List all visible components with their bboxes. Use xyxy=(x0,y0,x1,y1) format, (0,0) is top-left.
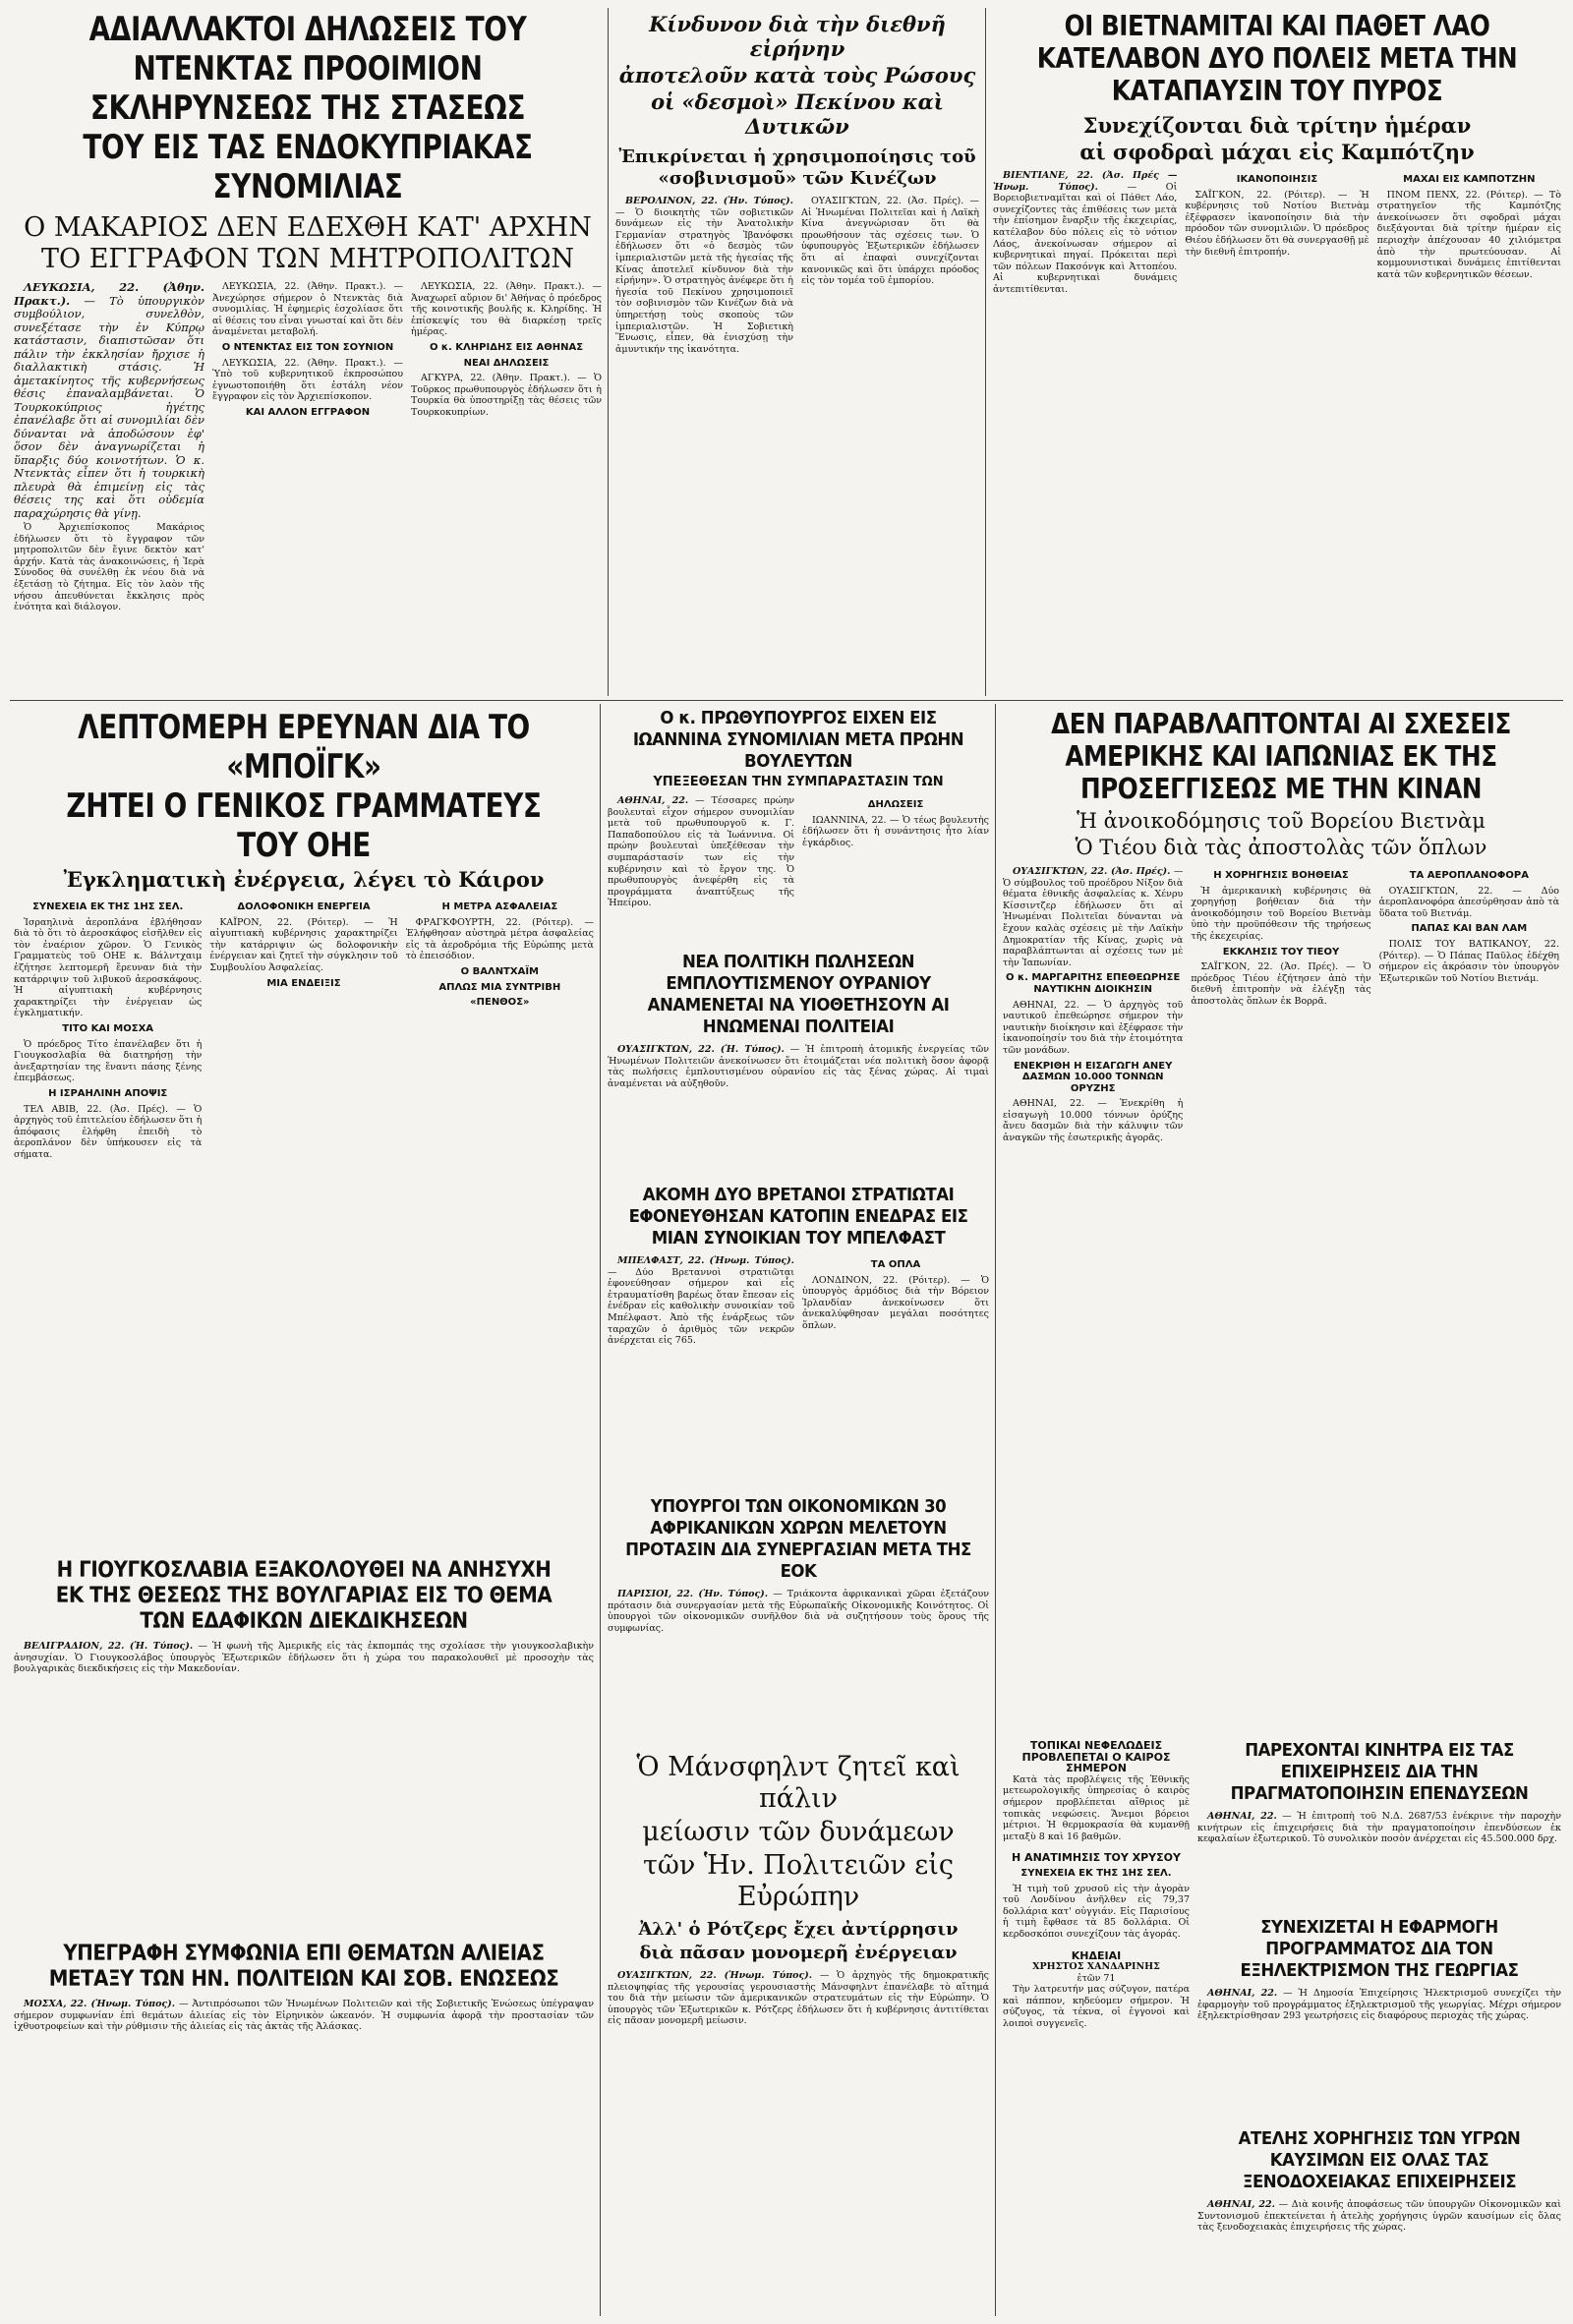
text-column xyxy=(802,1255,989,1482)
text-column xyxy=(801,196,979,698)
body-text: ΙΩΑΝΝΙΝΑ, 22. — Ὁ τέως βουλευτὴς ἐδήλωσεν ὅτι ἡ συνάντησις ἦτο λίαν ἐγκάρδιος. xyxy=(802,814,989,848)
body-text: — Διὰ κοινῆς ἀποφάσεως τῶν ὑπουργῶν Οἰκονομικῶν καὶ Συντονισμοῦ ἐπεκτείνεται ἡ ἀτελὴς χορήγησις ὑγρῶν καυσίμων εἰς ὅλας τὰς ξενοδοχειακὰς ἐπιχειρήσεις τῆς χώρας. xyxy=(1197,2199,1561,2234)
section-heading: ΔΟΛΟΦΟΝΙΚΗ ΕΝΕΡΓΕΙΑ xyxy=(237,901,371,912)
section-heading: Ο κ. ΜΑΡΓΑΡΙΤΗΣ ΕΠΕΘΕΩΡΗΣΕ ΝΑΥΤΙΚΗΝ ΔΙΟΙΚΗΣΙΝ xyxy=(1006,972,1181,995)
subheadline: αἱ σφοδραὶ μάχαι εἰς Καμπότζην xyxy=(1079,140,1475,164)
section-heading: ΕΝΕΚΡΙΘΗ Η ΕΙΣΑΓΩΓΗ ΑΝΕΥ ΔΑΣΜΩΝ 10.000 ΤΟΝΝΩΝ ΟΡΥΖΗΣ xyxy=(1013,1060,1173,1094)
headline: ΛΕΠΤΟΜΕΡΗ ΕΡΕΥΝΑΝ ΔΙΑ ΤΟ «ΜΠΟΪΓΚ» xyxy=(78,708,530,786)
obituary-age: ἐτῶν 71 xyxy=(1077,1972,1116,1984)
text-column xyxy=(608,1255,794,1482)
text-column xyxy=(615,196,793,698)
body-text: ΛΕΥΚΩΣΙΑ, 22. (Ἀθην. Πρακτ.). — Ἀναχωρεῖ αὔριον δι' Ἀθήνας ὁ πρόεδρος τῆς κοινοτικῆς βουλῆς κ. Κληρίδης. Ἡ ἐπίσκεψίς του θὰ διαρκέσῃ τρεῖς ἡμέρας. xyxy=(411,281,602,338)
text-column xyxy=(1197,1811,1561,1912)
text-column xyxy=(1003,1774,1190,1845)
dateline: ΒΕΛΙΓΡΑΔΙΟΝ, 22. (Ἠ. Τύπος). xyxy=(24,1641,194,1652)
headline: ΣΥΝΕΧΙΖΕΤΑΙ Η ΕΦΑΡΜΟΓΗ ΠΡΟΓΡΑΜΜΑΤΟΣ ΔΙΑ ΤΟΝ ΕΞΗΛΕΚΤΡΙΣΜΟΝ ΤΗΣ ΓΕΩΡΓΙΑΣ xyxy=(1240,1917,1519,1981)
headline: ΑΤΕΛΗΣ ΧΟΡΗΓΗΣΙΣ ΤΩΝ ΥΓΡΩΝ ΚΑΥΣΙΜΩΝ ΕΙΣ ΟΛΑΣ ΤΑΣ ΞΕΝΟΔΟΧΕΙΑΚΑΣ ΕΠΙΧΕΙΡΗΣΕΙΣ xyxy=(1238,2128,1521,2192)
section-heading: ΑΠΛΩΣ ΜΙΑ ΣΥΝΤΡΙΒΗ xyxy=(438,981,561,993)
text-column xyxy=(1185,170,1369,681)
dateline: ΑΘΗΝΑΙ, 22. xyxy=(1207,1811,1277,1822)
dateline: ΒΙΕΝΤΙΑΝΕ, 22. (Ἀσ. Πρές — Ἠνωμ. Τύπος). xyxy=(993,170,1178,193)
body-text: ΛΟΝΔΙΝΟΝ, 22. (Ρόιτερ). — Ὁ ὑπουργὸς ἀρμόδιος διὰ τὴν Βόρειον Ἰρλανδίαν ἀνεκοίνωσεν ὅτι ἀνεκαλύφθησαν μεγάλαι ποσότητες ὅπλων. xyxy=(802,1274,989,1331)
story-ireland xyxy=(608,1185,989,1489)
body-text: — Τέσσαρες πρώην βουλευταὶ εἶχον σήμερον συνομιλίαν μετὰ τοῦ πρωθυπουργοῦ κ. Γ. Παπαδοπούλου εἰς τὰ Ἰωάννινα. Οἱ πρώην βουλευταὶ ὑπεξέθεσαν τὴν συμπαράστασίν των εἰς τὴν κυβέρνησιν καὶ τὸ ἔργον της. Ὁ πρωθυπουργὸς ἀνεφέρθη εἰς τὰ προγράμματα ἀναπτύξεως τῆς Ἠπείρου. xyxy=(608,795,794,909)
dateline: ΑΘΗΝΑΙ, 22. xyxy=(1207,1988,1278,1999)
section-heading: ΝΕΑΙ ΔΗΛΩΣΕΙΣ xyxy=(463,357,550,369)
text-column xyxy=(608,795,794,943)
text-column xyxy=(14,1641,594,1926)
body-text: — Ἡ ἐπιτροπὴ τοῦ Ν.Δ. 2687/53 ἐνέκρινε τὴν παροχὴν κινήτρων εἰς ἐπιχειρήσεις διὰ τὴν πραγματοποίησιν ἐπενδύσεων ἐκ κεφαλαίων ἐξωτερικοῦ. Τὸ συνολικὸν ποσὸν ἀνέρχεται εἰς 45.500.000 δρχ. xyxy=(1197,1811,1561,1845)
text-column xyxy=(1003,866,1183,1721)
story-denktash xyxy=(14,10,602,698)
column-rule xyxy=(985,8,986,696)
headline-line: οἱ «δεσμοὶ» Πεκίνου καὶ Δυτικῶν xyxy=(651,89,944,139)
body-text: Ὁ πρόεδρος Τίτο ἐπανέλαβεν ὅτι ἡ Γιουγκοσλαβία θὰ διατηρήσῃ τὴν ἀνεξαρτησίαν της ἔναντι πάσης ξένης ἐπεμβάσεως. xyxy=(14,1038,203,1084)
story-incentives xyxy=(1197,1740,1561,1912)
text-column xyxy=(1003,1864,1190,1943)
body-text: ΣΑΪΓΚΟΝ, 22. (Ἀσ. Πρές). — Ὁ πρόεδρος Τιέου ἐζήτησεν ἀπὸ τὴν διεθνῆ ἐπιτροπὴν νὰ ἐλέγξῃ τὰς ἀποστολὰς ὅπλων ἐκ Βορρᾶ. xyxy=(1191,961,1371,1007)
headline-line: Κίνδυνον διὰ τὴν διεθνῆ εἰρήνην xyxy=(649,12,946,61)
subheadline: Ἡ ἀνοικοδόμησις τοῦ Βορείου Βιετνὰμ xyxy=(1077,809,1486,833)
text-column xyxy=(411,281,602,698)
headline: ΥΠΟΥΡΓΟΙ ΤΩΝ ΟΙΚΟΝΟΜΙΚΩΝ 30 ΑΦΡΙΚΑΝΙΚΩΝ ΧΩΡΩΝ ΜΕΛΕΤΟΥΝ ΠΡΟΤΑΣΙΝ ΔΙΑ ΣΥΝΕΡΓΑΣΙΑΝ ΜΕΤΑ ΤΗΣ ΕΟΚ xyxy=(625,1496,971,1582)
body-text: — Ἡ Δημοσία Ἐπιχείρησις Ἠλεκτρισμοῦ συνεχίζει τὴν ἐφαρμογὴν τοῦ προγράμματος ἐξηλεκτρισμοῦ τῆς γεωργίας. Μέχρι σήμερον ἐξηλεκτρίσθησαν 293 γεωτρήσεις εἰς διαφόρους περιοχὰς τῆς χώρας. xyxy=(1197,1988,1561,2022)
body-text: — Δύο Βρεταννοὶ στρατιῶται ἐφονεύθησαν σήμερον καὶ εἷς ἐτραυματίσθη βαρέως ὅταν ἔπεσαν εἰς ἐνέδραν εἰς καθολικὴν συνοικίαν τοῦ Μπέλφαστ. Ἀπὸ τῆς ἐνάρξεως τῶν ταραχῶν ὁ ἀριθμὸς τῶν νεκρῶν ἀνέρχεται εἰς 765. xyxy=(608,1266,794,1347)
story-peking xyxy=(615,10,979,698)
body-text: ΑΘΗΝΑΙ, 22. — Ἐνεκρίθη ἡ εἰσαγωγὴ 10.000 τόννων ὀρύζης ἄνευ δασμῶν διὰ τὴν κάλυψιν τῶν ἀναγκῶν τῆς ἐσωτερικῆς ἀγορᾶς. xyxy=(1003,1098,1184,1144)
section-heading: ΠΑΠΑΣ ΚΑΙ ΒΑΝ ΛΑΜ xyxy=(1411,923,1528,935)
story-vietnam xyxy=(993,10,1561,698)
dateline: ΑΘΗΝΑΙ, 22. xyxy=(617,795,689,806)
text-column xyxy=(993,170,1177,681)
headline: ΠΑΡΕΧΟΝΤΑΙ ΚΙΝΗΤΡΑ ΕΙΣ ΤΑΣ ΕΠΙΧΕΙΡΗΣΕΙΣ ΔΙΑ ΤΗΝ ΠΡΑΓΜΑΤΟΠΟΙΗΣΙΝ ΕΠΕΝΔΥΣΕΩΝ xyxy=(1230,1740,1529,1804)
section-heading: «ΠΕΝΘΟΣ» xyxy=(470,997,530,1009)
section-heading: Η ΑΝΑΤΙΜΗΣΙΣ ΤΟΥ ΧΡΥΣΟΥ xyxy=(1012,1852,1181,1864)
section-heading: ΕΚΚΛΗΣΙΣ ΤΟΥ ΤΙΕΟΥ xyxy=(1222,946,1340,958)
dateline: ΠΑΡΙΣΙΟΙ, 22. (Ἠν. Τύπος). xyxy=(617,1589,769,1599)
headline: ΑΔΙΑΛΛΑΚΤΟΙ ΔΗΛΩΣΕΙΣ ΤΟΥ ΝΤΕΝΚΤΑΣ ΠΡΟΟΙΜΙΟΝ ΣΚΛΗΡΥΝΣΕΩΣ ΤΗΣ ΣΤΑΣΕΩΣ ΤΟΥ ΕΙΣ ΤΑΣ ΕΝΔΟΚΥΠΡΙΑΚΑΣ ΣΥΝΟΜΙΛΙΑΣ xyxy=(83,10,533,206)
body-text: ΛΕΥΚΩΣΙΑ, 22. (Ἀθην. Πρακτ.). — Ἀνεχώρησε σήμερον ὁ Ντενκτὰς διὰ συνομιλίας. Ἡ ἐφημερὶς ἐσχολίασε ὅτι αἱ θέσεις του εἶναι γνωσταί καὶ ὅτι δὲν ἀναμένεται μεταβολή. xyxy=(212,281,403,338)
body-text: ΑΓΚΥΡΑ, 22. (Ἀθην. Πρακτ.). — Ὁ Τοῦρκος πρωθυπουργὸς ἐδήλωσεν ὅτι ἡ Τουρκία θὰ ὑποστηρίξῃ τὰς θέσεις τῶν Τουρκοκυπρίων. xyxy=(411,373,602,418)
dateline: ΟΥΑΣΙΓΚΤΩΝ, 22. (Ἀσ. Πρές). xyxy=(1013,866,1171,877)
section-heading: ΜΑΧΑΙ ΕΙΣ ΚΑΜΠΟΤΖΗΝ xyxy=(1403,174,1536,185)
story-uranium xyxy=(608,952,989,1178)
section-heading: Ο ΒΑΛΝΤΧΑΪΜ xyxy=(460,965,540,977)
text-column xyxy=(802,795,989,943)
story-africa xyxy=(608,1496,989,1742)
continued-label: ΣΥΝΕΧΕΙΑ ΕΚ ΤΗΣ 1ΗΣ ΣΕΛ. xyxy=(1020,1867,1172,1879)
column-rule xyxy=(600,704,601,2316)
section-heading: ΤΑ ΑΕΡΟΠΛΑΝΟΦΟΡΑ xyxy=(1409,870,1529,881)
body-text: Ἡ ἀμερικανικὴ κυβέρνησις θὰ χορηγήσῃ βοήθειαν διὰ τὴν ἀνοικοδόμησιν τοῦ Βορείου Βιετνὰμ ὑπὸ τὴν προϋπόθεσιν τῆς τηρήσεως τῆς ἐκεχειρίας. xyxy=(1191,885,1371,942)
story-stack xyxy=(1003,1740,1190,2315)
headline: ΟΙ ΒΙΕΤΝΑΜΙΤΑΙ ΚΑΙ ΠΑΘΕΤ ΛΑΟ ΚΑΤΕΛΑΒΟΝ ΔΥΟ ΠΟΛΕΙΣ ΜΕΤΑ ΤΗΝ ΚΑΤΑΠΑΥΣΙΝ ΤΟΥ ΠΥΡΟΣ xyxy=(1036,10,1518,107)
obituary-name: ΧΡΗΣΤΟΣ ΧΑΝΔΑΡΙΝΗΣ xyxy=(1032,1961,1160,1973)
text-column xyxy=(406,898,594,1553)
text-column xyxy=(14,1999,594,2294)
body-text: ΣΑΪΓΚΟΝ, 22. (Ρόιτερ). — Ἡ κυβέρνησις τοῦ Νοτίου Βιετνὰμ ἐξέφρασεν ἱκανοποίησιν διὰ τὴν πρόοδον τῶν συνομιλιῶν. Ὁ πρόεδρος Θιέου ἐδήλωσεν ὅτι θὰ συνεργασθῇ μὲ τὴν διεθνῆ ἐπιτροπήν. xyxy=(1185,189,1369,258)
text-column xyxy=(209,898,397,1553)
section-heading: ΔΗΛΩΣΕΙΣ xyxy=(867,799,924,810)
body-text: ΤΕΛ ΑΒΙΒ, 22. (Ἀσ. Πρές). — Ὁ ἀρχηγὸς τοῦ ἐπιτελείου ἐδήλωσεν ὅτι ἡ ἀπόφασις ἐλήφθη ἐπειδὴ τὸ ἀεροπλάνον δὲν ὑπήκουσεν εἰς τὰ σήματα. xyxy=(14,1103,203,1160)
headline: ΖΗΤΕΙ Ο ΓΕΝΙΚΟΣ ΓΡΑΜΜΑΤΕΥΣ ΤΟΥ ΟΗΕ xyxy=(66,786,542,865)
body-text: Ἰσραηλινὰ ἀεροπλάνα ἐβλήθησαν διὰ τὸ ὅτι τὸ ἀεροσκάφος εἰσῆλθεν εἰς τὸν ἐναέριον χῶρον. Ὁ Γενικὸς Γραμματεὺς τοῦ ΟΗΕ κ. Βάλντχαιμ ἐζήτησε λεπτομερῆ ἔρευναν διὰ τὴν κατάρριψιν τοῦ λιβυκοῦ ἀεροσκάφους. Ἡ αἰγυπτιακὴ κυβέρνησις χαρακτηρίζει τὴν ἐνέργειαν ὡς ἐγκληματικήν. xyxy=(14,916,203,1019)
text-column xyxy=(1197,1988,1561,2123)
body-text: — Τριάκοντα ἀφρικανικαὶ χῶραι ἐξετάζουν πρότασιν διὰ συνεργασίαν μετὰ τῆς Εὐρωπαϊκῆς Οἰκονομικῆς Κοινότητος. Οἱ ὑπουργοὶ τῶν οἰκονομικῶν συνῆλθον διὰ νὰ συζητήσουν τοὺς ὅρους τῆς συμφωνίας. xyxy=(608,1589,989,1634)
headline: ΥΠΕΓΡΑΦΗ ΣΥΜΦΩΝΙΑ ΕΠΙ ΘΕΜΑΤΩΝ ΑΛΙΕΙΑΣ ΜΕΤΑΞΥ ΤΩΝ ΗΝ. ΠΟΛΙΤΕΙΩΝ ΚΑΙ ΣΟΒ. ΕΝΩΣΕΩΣ xyxy=(48,1942,559,1992)
story-electrification xyxy=(1197,1917,1561,2123)
dateline: ΛΕΥΚΩΣΙΑ, 22. (Ἀθην. Πρακτ.). xyxy=(14,281,204,308)
subheadline: Ἐγκληματικὴ ἐνέργεια, λέγει τὸ Κάιρον xyxy=(63,867,545,892)
text-column xyxy=(14,898,202,1553)
story-fishing xyxy=(14,1942,594,2315)
body-text: Κατὰ τὰς προβλέψεις τῆς Ἐθνικῆς μετεωρολογικῆς ὑπηρεσίας ὁ καιρὸς σήμερον προβλέπεται αἴθριος μὲ τοπικὰς νεφώσεις. Ἄνεμοι βόρειοι μέτριοι. Ἡ θερμοκρασία θὰ κυμανθῇ μεταξὺ 8 καὶ 16 βαθμῶν. xyxy=(1003,1773,1190,1842)
headline-line: Ὁ Μάνσφηλντ ζητεῖ καὶ πάλιν xyxy=(636,1752,961,1814)
dateline: ΑΘΗΝΑΙ, 22. xyxy=(1207,2199,1275,2210)
text-column xyxy=(608,1044,989,1178)
section-heading: ΚΑΙ ΑΛΛΟΝ ΕΓΓΡΑΦΟΝ xyxy=(245,406,371,418)
text-column xyxy=(608,1589,989,1742)
body-text: — Ἡ φωνὴ τῆς Ἀμερικῆς εἰς τὰς ἐκπομπάς της σχολίασε τὴν γιουγκοσλαβικὴν ἀνησυχίαν. Ὁ Γιουγκοσλάβος ὑπουργὸς Ἐξωτερικῶν ἐδήλωσεν ὅτι ἡ χώρα του παρακολουθεῖ μὲ προσοχὴν τὰς βουλγαρικὰς διεκδικήσεις εἰς τὴν Μακεδονίαν. xyxy=(14,1641,594,1675)
subheadline: Ἀλλ' ὁ Ρότζερς ἔχει ἀντίρρησιν xyxy=(638,1919,959,1940)
body-text: — Ἡ ἐπιτροπὴ ἀτομικῆς ἐνεργείας τῶν Ἡνωμένων Πολιτειῶν ἀνεκοίνωσεν ὅτι ἑτοιμάζεται νέα πολιτικὴ ὅσον ἀφορᾷ τὰς πωλήσεις ἐμπλουτισμένου οὐρανίου εἰς τὰς ξένας χώρας. Αἱ τιμαὶ ἀναμένεται νὰ αὐξηθοῦν. xyxy=(608,1044,989,1089)
body-text: — Ὁ ἀρχηγὸς τῆς δημοκρατικῆς πλειοψηφίας τῆς γερουσίας γερουσιαστὴς Μάνσφηλντ ἐπανέλαβε τὸ αἴτημά του διὰ τὴν μείωσιν τῶν ἀμερικανικῶν στρατευμάτων εἰς τὴν Εὐρώπην. Ὁ ὑπουργὸς τῶν Ἐξωτερικῶν κ. Ρότζερς ἐδήλωσεν ὅτι ἡ κυβέρνησις ἀντιτίθεται εἰς πᾶσαν μονομερῆ μείωσιν. xyxy=(608,1970,989,2027)
text-column xyxy=(608,1970,989,2314)
section-heading: Ο ΝΤΕΝΚΤΑΣ ΕΙΣ ΤΟΝ ΣΟΥΝΙΟΝ xyxy=(221,341,394,353)
text-column xyxy=(14,281,204,698)
headline-line: τῶν Ἡν. Πολιτειῶν εἰς Εὐρώπην xyxy=(642,1850,955,1912)
headline: ΝΕΑ ΠΟΛΙΤΙΚΗ ΠΩΛΗΣΕΩΝ ΕΜΠΛΟΥΤΙΣΜΕΝΟΥ ΟΥΡΑΝΙΟΥ ΑΝΑΜΕΝΕΤΑΙ ΝΑ ΥΙΟΘΕΤΗΣΟΥΝ ΑΙ ΗΝΩΜΕΝΑΙ ΠΟΛΙΤΕΙΑΙ xyxy=(647,952,950,1037)
headline-line: μείωσιν τῶν δυνάμεων xyxy=(642,1817,955,1847)
section-heading: Ο κ. ΚΛΗΡΙΔΗΣ ΕΙΣ ΑΘΗΝΑΣ xyxy=(429,341,584,353)
body-text: ΠΟΛΙΣ ΤΟΥ ΒΑΤΙΚΑΝΟΥ, 22. (Ρόιτερ). — Ὁ Πάπας Παῦλος ἐδέχθη σήμερον εἰς ἀκρόασιν τὸν ὑπουργὸν Ἐξωτερικῶν τοῦ Νοτίου Βιετνάμ. xyxy=(1378,938,1559,984)
subheadline: Ὁ Τιέου διὰ τὰς ἀποστολὰς τῶν ὅπλων xyxy=(1075,836,1487,859)
section-rule xyxy=(10,700,1563,701)
story-japan xyxy=(1003,708,1559,1730)
dateline: ΜΟΣΧΑ, 22. (Ἠνωμ. Τύπος). xyxy=(24,1999,176,2009)
body-text: ΟΥΑΣΙΓΚΤΩΝ, 22. (Ἀσ. Πρές). — Αἱ Ἡνωμέναι Πολιτεῖαι καὶ ἡ Λαϊκὴ Κίνα ἀνεγνώρισαν ὅτι θὰ προωθήσουν τὰς σχέσεις των. Ὁ ὑφυπουργὸς Ἐξωτερικῶν ἐδήλωσεν ὅτι αἱ ἐπαφαὶ συνεχίζονται κανονικῶς καὶ ὅτι ὑπάρχει πρόοδος εἰς τὸν τομέα τοῦ ἐμπορίου. xyxy=(801,196,979,287)
story-yugoslavia xyxy=(14,1558,594,1932)
body-text: — Τὸ ὑπουργικὸν συμβούλιον, συνελθὸν, συνεξέτασε τὴν ἐν Κύπρῳ κατάστασιν, διαπιστῶσαν ὅτι πάλιν τὴν ἐκκλησίαν ἤρχισε ἡ διαλλακτικὴ στάσις. Ἡ ἀμετακίνητος τῆς κυβερνήσεως θέσις ἐπαναλαμβάνεται. Ὁ Τουρκοκύπριος ἡγέτης ἐπανέλαβε ὅτι αἱ συνομιλίαι δὲν δύνανται νὰ ἀποδώσουν ἐφ' ὅσον δὲν ἀναγνωρίζεται ἡ ὕπαρξις δύο κοινοτήτων. Ὁ κ. Ντενκτὰς εἶπεν ὅτι ἡ τουρκικὴ πλευρὰ θὰ ἐπιμείνῃ εἰς τὰς θέσεις της καὶ ὅτι οὐδεμία παραχώρησις θὰ γίνῃ. xyxy=(14,293,204,520)
headline: ΑΚΟΜΗ ΔΥΟ ΒΡΕΤΑΝΟΙ ΣΤΡΑΤΙΩΤΑΙ ΕΦΟΝΕΥΘΗΣΑΝ ΚΑΤΟΠΙΝ ΕΝΕΔΡΑΣ ΕΙΣ ΜΙΑΝ ΣΥΝΟΙΚΙΑΝ ΤΟΥ ΜΠΕΛΦΑΣΤ xyxy=(628,1185,968,1249)
subheadline: ΥΠΕΞΕΘΕΣΑΝ ΤΗΝ ΣΥΜΠΑΡΑΣΤΑΣΙΝ ΤΩΝ xyxy=(653,775,944,789)
section-heading: ΤΟΠΙΚΑΙ ΝΕΦΕΛΩΔΕΙΣ ΠΡΟΒΛΕΠΕΤΑΙ Ο ΚΑΙΡΟΣ ΣΗΜΕΡΟΝ xyxy=(1021,1740,1171,1774)
body-text: — Ὁ σύμβουλος τοῦ προέδρου Νίξον διὰ θέματα ἐθνικῆς ἀσφαλείας κ. Χένρυ Κίσσιντζερ ἐδήλωσεν ὅτι αἱ Ἡνωμέναι Πολιτεῖαι δύνανται νὰ ἔχουν καλὰς σχέσεις μὲ τὴν Λαϊκὴν Δημοκρατίαν τῆς Κίνας, χωρὶς νὰ παραβλάπτωνται αἱ σχέσεις των μὲ τὴν Ἰαπωνίαν. xyxy=(1003,866,1184,968)
subheadline: Ἐπικρίνεται ἡ χρησιμοποίησις τοῦ «σοβινισμοῦ» τῶν Κινέζων xyxy=(618,146,976,189)
dateline: ΟΥΑΣΙΓΚΤΩΝ, 22. (Ἠ. Τύπος). xyxy=(617,1044,785,1055)
text-column xyxy=(212,281,403,698)
story-fuel xyxy=(1197,2128,1561,2315)
text-column xyxy=(1197,2199,1561,2315)
body-text: — Ἀντιπρόσωποι τῶν Ἡνωμένων Πολιτειῶν καὶ τῆς Σοβιετικῆς Ἑνώσεως ὑπέγραψαν σήμερον συμφωνίαν ἐπὶ θεμάτων ἁλιείας εἰς τὸν Εἰρηνικὸν ὠκεανόν. Ἡ συμφωνία ἀφορᾷ τὴν προστασίαν τῶν ἰχθυοτροφείων καὶ τὴν ρύθμισιν τῆς ἁλιείας εἰς τὰς ἀκτὰς τῆς Ἀλάσκας. xyxy=(14,1999,594,2033)
column-rule xyxy=(608,8,609,696)
subheadline: Συνεχίζονται διὰ τρίτην ἡμέραν xyxy=(1082,113,1472,138)
section-heading: Η ΙΣΡΑΗΛΙΝΗ ΑΠΟΨΙΣ xyxy=(48,1087,168,1099)
headline: Η ΓΙΟΥΓΚΟΣΛΑΒΙΑ ΕΞΑΚΟΛΟΥΘΕΙ ΝΑ ΑΝΗΣΥΧΗ ΕΚ ΤΗΣ ΘΕΣΕΩΣ ΤΗΣ ΒΟΥΛΓΑΡΙΑΣ ΕΙΣ ΤΟ ΘΕΜΑ ΤΩΝ ΕΔΑΦΙΚΩΝ ΔΙΕΚΔΙΚΗΣΕΩΝ xyxy=(55,1558,553,1634)
body-text: ΛΕΥΚΩΣΙΑ, 22. (Ἀθην. Πρακτ.). — Ὑπὸ τοῦ κυβερνητικοῦ ἐκπροσώπου ἐγνωστοποιήθη ὅτι ἐστάλη νέον ἔγγραφον εἰς τὸν Ἀρχιεπίσκοπον. xyxy=(212,357,403,403)
text-column xyxy=(1191,866,1370,1721)
body-text: — Ὁ διοικητὴς τῶν σοβιετικῶν δυνάμεων εἰς τὴν Ἀνατολικὴν Γερμανίαν στρατηγὸς Ἰβανόφσκι ἐδήλωσεν ὅτι «ὁ δεσμὸς τῶν ἱμπεριαλιστῶν μετὰ τῆς ἡγεσίας τῆς Κίνας ἀποτελεῖ κίνδυνον διὰ τὴν εἰρήνην». Ὁ στρατηγὸς ἀνέφερε ὅτι ἡ ἡγεσία τοῦ Πεκίνου χρησιμοποιεῖ τὸν σοβινισμὸν τῶν Κινέζων διὰ νὰ ὑπηρετήσῃ τοὺς σκοποὺς τῶν ἱμπεριαλιστῶν. Ἡ Σοβιετικὴ Ἕνωσις, εἶπεν, θὰ ἐνισχύσῃ τὴν ἀμυντικήν της ἱκανότητα. xyxy=(615,206,793,355)
headline: Ο κ. ΠΡΩΘΥΠΟΥΡΓΟΣ ΕΙΧΕΝ ΕΙΣ ΙΩΑΝΝΙΝΑ ΣΥΝΟΜΙΛΙΑΝ ΜΕΤΑ ΠΡΩΗΝ ΒΟΥΛΕΥΤΩΝ xyxy=(632,708,964,772)
body-text: ΚΑΪΡΟΝ, 22. (Ρόιτερ). — Ἡ αἰγυπτιακὴ κυβέρνησις χαρακτηρίζει τὴν κατάρριψιν ὡς δολοφονικὴν ἐνέργειαν καὶ ζητεῖ τὴν σύγκλησιν τοῦ Συμβουλίου Ἀσφαλείας. xyxy=(209,916,398,973)
dateline: ΟΥΑΣΙΓΚΤΩΝ, 22. (Ἠνωμ. Τύπος). xyxy=(617,1970,813,1981)
story-mansfield xyxy=(608,1750,989,2315)
section-heading: ΚΗΔΕΙΑΙ xyxy=(1071,1949,1122,1962)
headline-line: ἀποτελοῦν κατὰ τοὺς Ρώσους xyxy=(618,63,976,87)
section-heading: ΜΙΑ ΕΝΔΕΙΞΙΣ xyxy=(266,977,341,989)
section-heading: Η ΧΟΡΗΓΗΣΙΣ ΒΟΗΘΕΙΑΣ xyxy=(1213,870,1349,881)
headline: ΔΕΝ ΠΑΡΑΒΛΑΠΤΟΝΤΑΙ ΑΙ ΣΧΕΣΕΙΣ ΑΜΕΡΙΚΗΣ ΚΑΙ ΙΑΠΩΝΙΑΣ ΕΚ ΤΗΣ ΠΡΟΣΕΓΓΙΣΕΩΣ ΜΕ ΤΗΝ ΚΙΝΑΝ xyxy=(1051,708,1511,805)
section-heading: ΤΑ ΟΠΛΑ xyxy=(870,1259,921,1270)
section-heading: ΙΚΑΝΟΠΟΙΗΣΙΣ xyxy=(1236,174,1318,185)
section-heading: Η ΜΕΤΡΑ ΑΣΦΑΛΕΙΑΣ xyxy=(441,901,558,912)
story-boeing xyxy=(14,708,594,1553)
body-text: — Οἱ Βορειοβιετναμῖται καὶ οἱ Πάθετ Λάο, συνεχίζοντες τὰς ἐπιθέσεις των μετὰ τὴν ἐπίσημον ἔναρξιν τῆς ἐκεχειρίας, κατέλαβον δύο πόλεις εἰς τὸ νότιον Λάος, ἀνεκοίνωσαν σήμερον αἱ κυβερνητικαὶ πηγαί. Πρόκειται περὶ τῶν πόλεων Πακσόνγκ καὶ Ἀττοπέου. Αἱ κυβερνητικαὶ δυνάμεις ἀντεπιτίθενται. xyxy=(993,181,1178,295)
subheadline: Ο ΜΑΚΑΡΙΟΣ ΔΕΝ ΕΔΕΧΘΗ ΚΑΤ' ΑΡΧΗΝ ΤΟ ΕΓΓΡΑΦΟΝ ΤΩΝ ΜΗΤΡΟΠΟΛΙΤΩΝ xyxy=(24,212,592,274)
story-ioannina xyxy=(608,708,989,944)
body-text: ΟΥΑΣΙΓΚΤΩΝ, 22. — Δύο ἀεροπλανοφόρα ἀπεσύρθησαν ἀπὸ τὰ ὕδατα τοῦ Βιετνάμ. xyxy=(1378,885,1559,919)
continued-label: ΣΥΝΕΧΕΙΑ ΕΚ ΤΗΣ 1ΗΣ ΣΕΛ. xyxy=(32,901,184,912)
story-weather xyxy=(1003,1416,1186,1563)
text-column xyxy=(1003,1961,1190,2032)
text-column xyxy=(1377,170,1561,681)
text-column xyxy=(1379,866,1559,1721)
dateline: ΒΕΡΟΛΙΝΟΝ, 22. (Ἠν. Τύπος). xyxy=(625,196,793,206)
column-rule xyxy=(995,704,996,2316)
body-text: ΦΡΑΓΚΦΟΥΡΤΗ, 22. (Ρόιτερ). — Ἐλήφθησαν αὐστηρὰ μέτρα ἀσφαλείας εἰς τὰ ἀεροδρόμια τῆς Εὐρώπης μετὰ τὸ ἐπεισόδιον. xyxy=(405,916,594,962)
section-heading: ΤΙΤΟ ΚΑΙ ΜΟΣΧΑ xyxy=(62,1022,154,1034)
body-text: Τὴν λατρευτήν μας σύζυγον, πατέρα καὶ πάππον, κηδεύομεν σήμερον. Ἡ σύζυγος, τὰ τέκνα, οἱ ἐγγονοὶ καὶ λοιποὶ συγγενεῖς. xyxy=(1003,1984,1190,2030)
body-text: Ὁ Ἀρχιεπίσκοπος Μακάριος ἐδήλωσεν ὅτι τὸ ἔγγραφον τῶν μητροπολιτῶν δὲν ἔγινε δεκτὸν κατ' ἀρχήν. Κατὰ τὰς ἀνακοινώσεις, ἡ Ἱερὰ Σύνοδος θὰ συνέλθῃ ἐκ νέου διὰ νὰ ἐξετάσῃ τὸ ζήτημα. Εἰς τὸν λαὸν τῆς νήσου ἀπευθύνεται ἔκκλησις πρὸς ἑνότητα καὶ διάλογον. xyxy=(14,522,204,613)
body-text: Ἡ τιμὴ τοῦ χρυσοῦ εἰς τὴν ἀγορὰν τοῦ Λονδίνου ἀνῆλθεν εἰς 79,37 δολλάρια κατ' οὐγγιάν. Εἰς Παρισίους ἡ τιμὴ ἔφθασε τὰ 85 δολλάρια. Οἱ κερδοσκόποι συνεχίζουν τὰς ἀγοράς. xyxy=(1003,1883,1190,1940)
subheadline: διὰ πᾶσαν μονομερῆ ἐνέργειαν xyxy=(639,1943,958,1963)
dateline: ΜΠΕΛΦΑΣΤ, 22. (Ἠνωμ. Τύπος). xyxy=(617,1255,794,1266)
body-text: ΑΘΗΝΑΙ, 22. — Ὁ ἀρχηγὸς τοῦ ναυτικοῦ ἐπεθεώρησε σήμερον τὴν ναυτικὴν διοίκησιν καὶ ἐξέφρασε τὴν ἱκανοποίησίν του διὰ τὴν ἑτοιμότητα τῶν μονάδων. xyxy=(1003,999,1184,1056)
body-text: ΠΝΟΜ ΠΕΝΧ, 22. (Ρόιτερ). — Τὸ στρατηγεῖον τῆς Καμπότζης ἀνεκοίνωσεν ὅτι σφοδραὶ μάχαι διεξάγονται διὰ τρίτην ἡμέραν εἰς περιοχὴν ἀπέχουσαν 40 χιλιόμετρα ἀπὸ τὴν πρωτεύουσαν. Αἱ κομμουνιστικαὶ δυνάμεις ἐπιτίθενται κατὰ τῶν κυβερνητικῶν θέσεων. xyxy=(1376,189,1561,280)
